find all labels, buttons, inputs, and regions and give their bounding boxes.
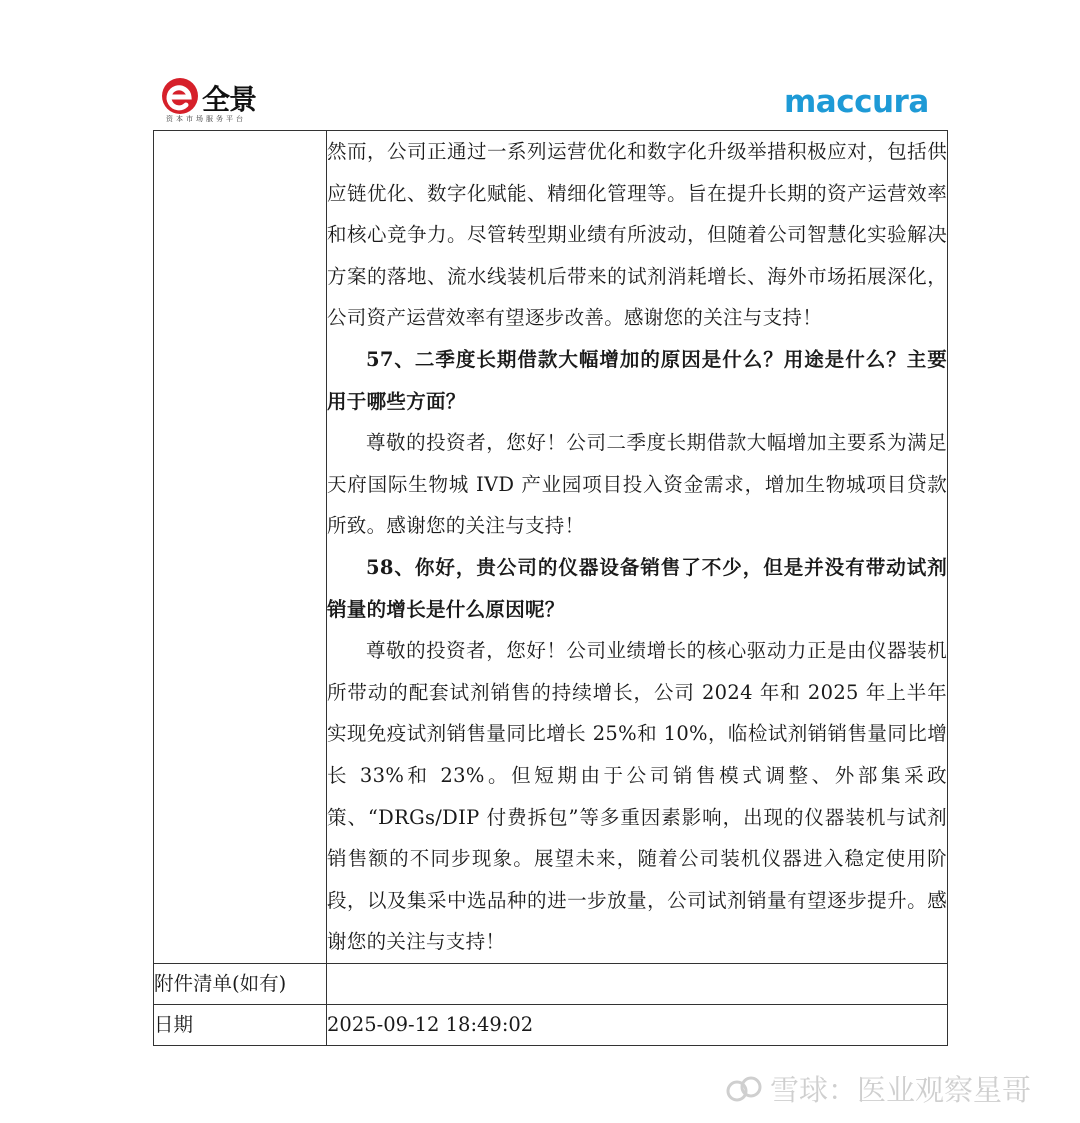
quanjing-logo bbox=[160, 76, 270, 126]
watermark-text: 雪球：医业观察星哥 bbox=[770, 1073, 1032, 1107]
date-label: 日期 bbox=[154, 1004, 327, 1045]
attachments-value bbox=[327, 963, 948, 1004]
date-value: 2025-09-12 18:49:02 bbox=[327, 1004, 948, 1045]
attachments-row bbox=[154, 963, 948, 1004]
answer-continuation: 然而，公司正通过一系列运营优化和数字化升级举措积极应对，包括供应链优化、数字化赋能、精细化管理等。旨在提升长期的资产运营效率和核心竞争力。尽管转型期业绩有所波动，但随着公司智慧化实验解决方案的落地、流水线装机后带来的试剂消耗增长、海外市场拓展深化，公司资产运营效率有望逐步改善。感谢您的关注与支持！ bbox=[327, 140, 947, 330]
content-cell bbox=[327, 131, 948, 964]
xueqiu-watermark bbox=[726, 1068, 1031, 1109]
maccura-logo: maccura bbox=[784, 84, 929, 120]
quanjing-e-icon bbox=[160, 76, 200, 116]
snowball-icon bbox=[726, 1074, 762, 1104]
quanjing-logo-text: 全景 bbox=[202, 83, 257, 116]
question-57: 57、二季度长期借款大幅增加的原因是什么？用途是什么？主要用于哪些方面？ bbox=[327, 347, 947, 413]
record-table bbox=[153, 130, 948, 1046]
quanjing-tagline: 资本市场服务平台 bbox=[166, 115, 246, 123]
question-58: 58、你好，贵公司的仪器设备销售了不少，但是并没有带动试剂销量的增长是什么原因呢？ bbox=[327, 555, 947, 621]
attachments-label: 附件清单(如有) bbox=[154, 963, 327, 1004]
content-label-cell bbox=[154, 131, 327, 964]
answer-58: 尊敬的投资者，您好！公司业绩增长的核心驱动力正是由仪器装机所带动的配套试剂销售的持续增长，公司 2024 年和 2025 年上半年实现免疫试剂销售量同比增长 25%和 10%，临检试剂销销售量同比增长 33%和 23%。但短期由于公司销售模式调整、外部集采政策、“DRGs/DIP 付费拆包”等多重因素影响，出现的仪器装机与试剂销售额的不同步现象。展望未来，随着公司装机仪器进入稳定使用阶段，以及集采中选品种的进一步放量，公司试剂销量有望逐步提升。感谢您的关注与支持！ bbox=[327, 639, 947, 954]
answer-57: 尊敬的投资者，您好！公司二季度长期借款大幅增加主要系为满足天府国际生物城 IVD 产业园项目投入资金需求，增加生物城项目贷款所致。感谢您的关注与支持！ bbox=[327, 431, 947, 538]
content-row bbox=[154, 131, 948, 964]
date-row bbox=[154, 1004, 948, 1045]
